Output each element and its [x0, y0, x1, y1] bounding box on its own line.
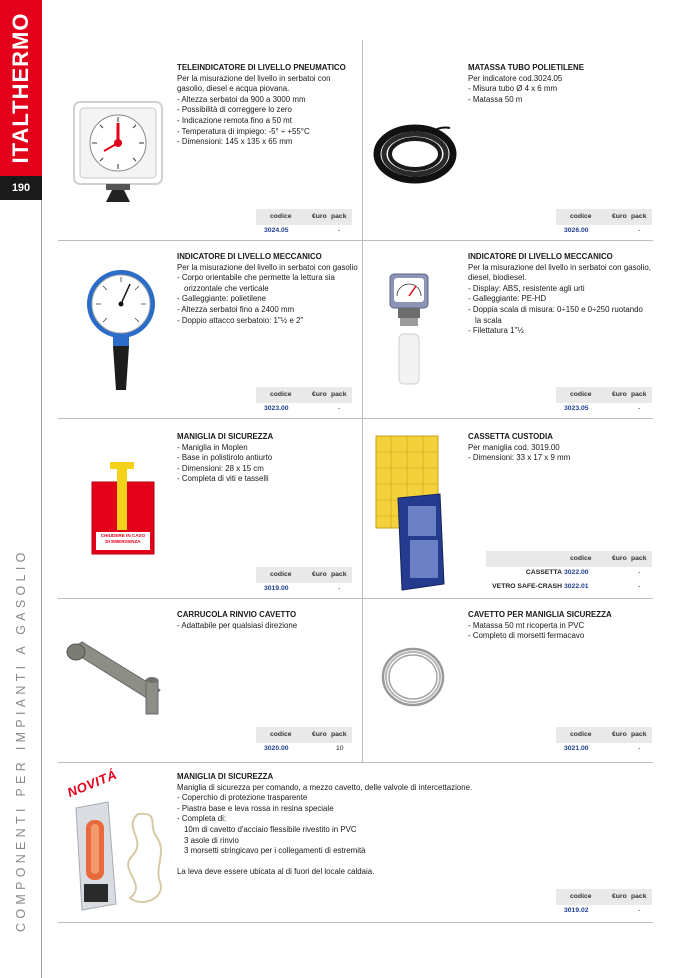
code-table-header — [256, 387, 352, 403]
product-desc-line: 10m di cavetto d'acciaio flessibile rivestito in PVC — [184, 824, 357, 834]
square-gauge-image — [384, 272, 434, 388]
header-codice: codice — [270, 391, 292, 398]
header-euro: €uro — [312, 213, 327, 220]
header-pack: pack — [631, 391, 647, 398]
code-row — [256, 745, 352, 756]
pack-value: - — [338, 585, 341, 592]
product-desc-line: - Doppio attacco serbatoio: 1"½ e 2" — [177, 315, 304, 325]
code-table — [256, 209, 352, 239]
column-divider — [362, 40, 363, 762]
teleindicatore-image — [68, 96, 168, 216]
product-title: MANIGLIA DI SICUREZZA — [177, 772, 274, 781]
header-euro: €uro — [312, 571, 327, 578]
row-divider — [58, 922, 653, 923]
product-desc-line: gasolio, diesel e acqua piovana. — [177, 84, 290, 94]
header-codice: codice — [570, 555, 592, 562]
row-divider — [58, 762, 653, 763]
code-table-header — [556, 209, 652, 225]
pack-value: - — [638, 227, 641, 234]
product-desc-line: - Adattabile per qualsiasi direzione — [177, 620, 298, 630]
product-desc-line: - Temperatura di impiego: -5° ÷ +55°C — [177, 126, 310, 136]
header-codice: codice — [270, 571, 292, 578]
code-table — [256, 567, 352, 597]
product-title: CAVETTO PER MANIGLIA SICUREZZA — [468, 610, 612, 619]
header-pack: pack — [331, 731, 347, 738]
header-pack: pack — [631, 731, 647, 738]
product-code: 3022.01 — [564, 583, 589, 590]
product-desc-line: - Filettatura 1"½ — [468, 326, 524, 336]
header-pack: pack — [631, 555, 647, 562]
novita-handle-image — [72, 800, 176, 912]
product-desc-line: - Coperchio di protezione trasparente — [177, 793, 308, 803]
code-table — [486, 551, 652, 597]
sidebar-rule — [41, 200, 42, 978]
product-desc-line: - Dimensioni: 145 x 135 x 65 mm — [177, 137, 293, 147]
product-desc-line: - Doppia scala di misura: 0÷150 e 0÷250 ruotando — [468, 304, 643, 314]
header-codice: codice — [270, 213, 292, 220]
product-code: 3023.05 — [564, 405, 589, 412]
header-euro: €uro — [612, 213, 627, 220]
code-row — [556, 745, 652, 756]
code-row — [556, 405, 652, 416]
product-desc-line: la scala — [475, 315, 502, 325]
pulley-image — [64, 636, 166, 716]
code-table-header — [556, 727, 652, 743]
code-row — [256, 405, 352, 416]
header-codice: codice — [570, 731, 592, 738]
pack-value: - — [638, 907, 641, 914]
header-pack: pack — [331, 213, 347, 220]
product-desc-line: - Possibilità di correggere lo zero — [177, 105, 292, 115]
product-desc-line: - Dimensioni: 33 x 17 x 9 mm — [468, 453, 571, 463]
header-euro: €uro — [612, 731, 627, 738]
product-title: MANIGLIA DI SICUREZZA — [177, 432, 274, 441]
product-title: INDICATORE DI LIVELLO MECCANICO — [177, 252, 322, 261]
pack-value: 10 — [336, 745, 344, 752]
header-pack: pack — [631, 893, 647, 900]
product-code: 3019.02 — [564, 907, 589, 914]
product-code: 3026.00 — [564, 227, 589, 234]
product-code: 3023.00 — [264, 405, 289, 412]
pack-value: - — [338, 405, 341, 412]
variant-label: VETRO SAFE-CRASH — [492, 583, 562, 590]
pack-value: - — [338, 227, 341, 234]
product-title: CARRUCOLA RINVIO CAVETTO — [177, 610, 297, 619]
variant-label: CASSETTA — [525, 569, 562, 576]
header-codice: codice — [270, 731, 292, 738]
header-euro: €uro — [612, 893, 627, 900]
product-desc-line: diesel, biodiesel. — [468, 273, 527, 283]
product-desc-line: orizzontale che verticale — [184, 283, 269, 293]
product-desc-line: 3 asole di rinvio — [184, 835, 239, 845]
code-table-header — [486, 551, 652, 567]
product-desc-line: - Completa di viti e tasselli — [177, 474, 269, 484]
product-desc-line: Per la misurazione del livello in serbatoi con gasolio — [177, 262, 358, 272]
product-desc-line: - Completo di morsetti fermacavo — [468, 631, 585, 641]
product-desc-line: - Completa di: — [177, 814, 227, 824]
tube-coil-image — [372, 118, 458, 188]
code-table-header — [556, 889, 652, 905]
product-desc-line: - Galleggiante: PE-HD — [468, 294, 547, 304]
product-title: TELEINDICATORE DI LIVELLO PNEUMATICO — [177, 63, 346, 72]
product-desc-line: - Misura tubo Ø 4 x 6 mm — [468, 84, 558, 94]
product-desc-line: Maniglia di sicurezza per comando, a mezzo cavetto, delle valvole di intercettazione. — [177, 782, 473, 792]
product-desc-line: - Matassa 50 mt ricoperta in PVC — [468, 620, 585, 630]
sidebar — [0, 0, 42, 978]
product-code: 3022.00 — [564, 569, 589, 576]
header-codice: codice — [570, 391, 592, 398]
code-row — [556, 227, 652, 238]
code-row — [256, 585, 352, 596]
cassetta-image — [370, 434, 472, 594]
code-table — [256, 727, 352, 757]
row-divider — [58, 240, 653, 241]
product-title: MATASSA TUBO POLIETILENE — [468, 63, 585, 72]
product-code: 3019.00 — [264, 585, 289, 592]
header-pack: pack — [631, 213, 647, 220]
product-desc-line: - Base in polistirolo antiurto — [177, 453, 273, 463]
section-title: COMPONENTI PER IMPIANTI A GASOLIO — [14, 548, 28, 932]
page-number-box — [0, 176, 42, 200]
product-title: CASSETTA CUSTODIA — [468, 432, 553, 441]
product-desc-line: Per indicatore cod.3024.05 — [468, 73, 563, 83]
product-desc-line: Per maniglia cod. 3019.00 — [468, 442, 560, 452]
code-row — [486, 569, 652, 580]
header-euro: €uro — [612, 555, 627, 562]
product-desc-line: Per la misurazione del livello in serbatoi con gasolio, — [468, 262, 651, 272]
code-table — [556, 889, 652, 919]
product-desc-line: - Corpo orientabile che permette la lettura sia — [177, 273, 335, 283]
product-desc-line: - Indicazione remota fino a 50 mt — [177, 115, 292, 125]
novita-badge: NOVITÁ — [65, 766, 120, 801]
code-table-header — [256, 567, 352, 583]
pack-value: - — [638, 569, 641, 576]
code-table — [556, 209, 652, 239]
row-divider — [58, 418, 653, 419]
code-table-header — [556, 387, 652, 403]
product-code: 3021.00 — [564, 745, 589, 752]
code-row — [486, 583, 652, 594]
product-desc-line: - Display: ABS, resistente agli urti — [468, 283, 585, 293]
product-desc-line: Per la misurazione del livello in serbatoi con — [177, 73, 331, 83]
product-code: 3024.05 — [264, 227, 289, 234]
page-number: 190 — [11, 182, 31, 194]
code-row — [556, 907, 652, 918]
pack-value: - — [638, 405, 641, 412]
header-euro: €uro — [612, 391, 627, 398]
product-code: 3020.00 — [264, 745, 289, 752]
code-table — [256, 387, 352, 417]
header-codice: codice — [570, 213, 592, 220]
header-euro: €uro — [312, 391, 327, 398]
product-desc-line: - Piastra base e leva rossa in resina speciale — [177, 803, 334, 813]
pack-value: - — [638, 745, 641, 752]
brand-logo: ITALTHERMO — [8, 12, 33, 164]
code-table-header — [256, 209, 352, 225]
product-desc-line: - Galleggiante: polietilene — [177, 294, 267, 304]
product-desc-line: - Maniglia in Moplen — [177, 442, 248, 452]
header-codice: codice — [570, 893, 592, 900]
product-desc-line: - Dimensioni: 28 x 15 cm — [177, 463, 264, 473]
code-table — [556, 727, 652, 757]
round-gauge-image — [82, 266, 160, 394]
red-handle-image — [90, 460, 156, 556]
product-note: La leva deve essere ubicata al di fuori del locale caldaia. — [177, 866, 375, 876]
header-euro: €uro — [312, 731, 327, 738]
code-table — [556, 387, 652, 417]
handle-label: CHIUDERE IN CASO DI EMERGENZA — [100, 533, 146, 544]
product-title: INDICATORE DI LIVELLO MECCANICO — [468, 252, 613, 261]
code-row — [256, 227, 352, 238]
product-desc-line: - Altezza serbatoi fino a 2400 mm — [177, 304, 295, 314]
pack-value: - — [638, 583, 641, 590]
product-desc-line: - Altezza serbatoi da 900 a 3000 mm — [177, 94, 306, 104]
product-desc-line: 3 morsetti stringicavo per i collegamenti di estremità — [184, 846, 366, 856]
code-table-header — [256, 727, 352, 743]
header-pack: pack — [331, 391, 347, 398]
brand-band — [0, 0, 42, 176]
header-pack: pack — [331, 571, 347, 578]
row-divider — [58, 598, 653, 599]
cable-coil-image — [378, 644, 448, 710]
product-desc-line: - Matassa 50 m — [468, 94, 523, 104]
